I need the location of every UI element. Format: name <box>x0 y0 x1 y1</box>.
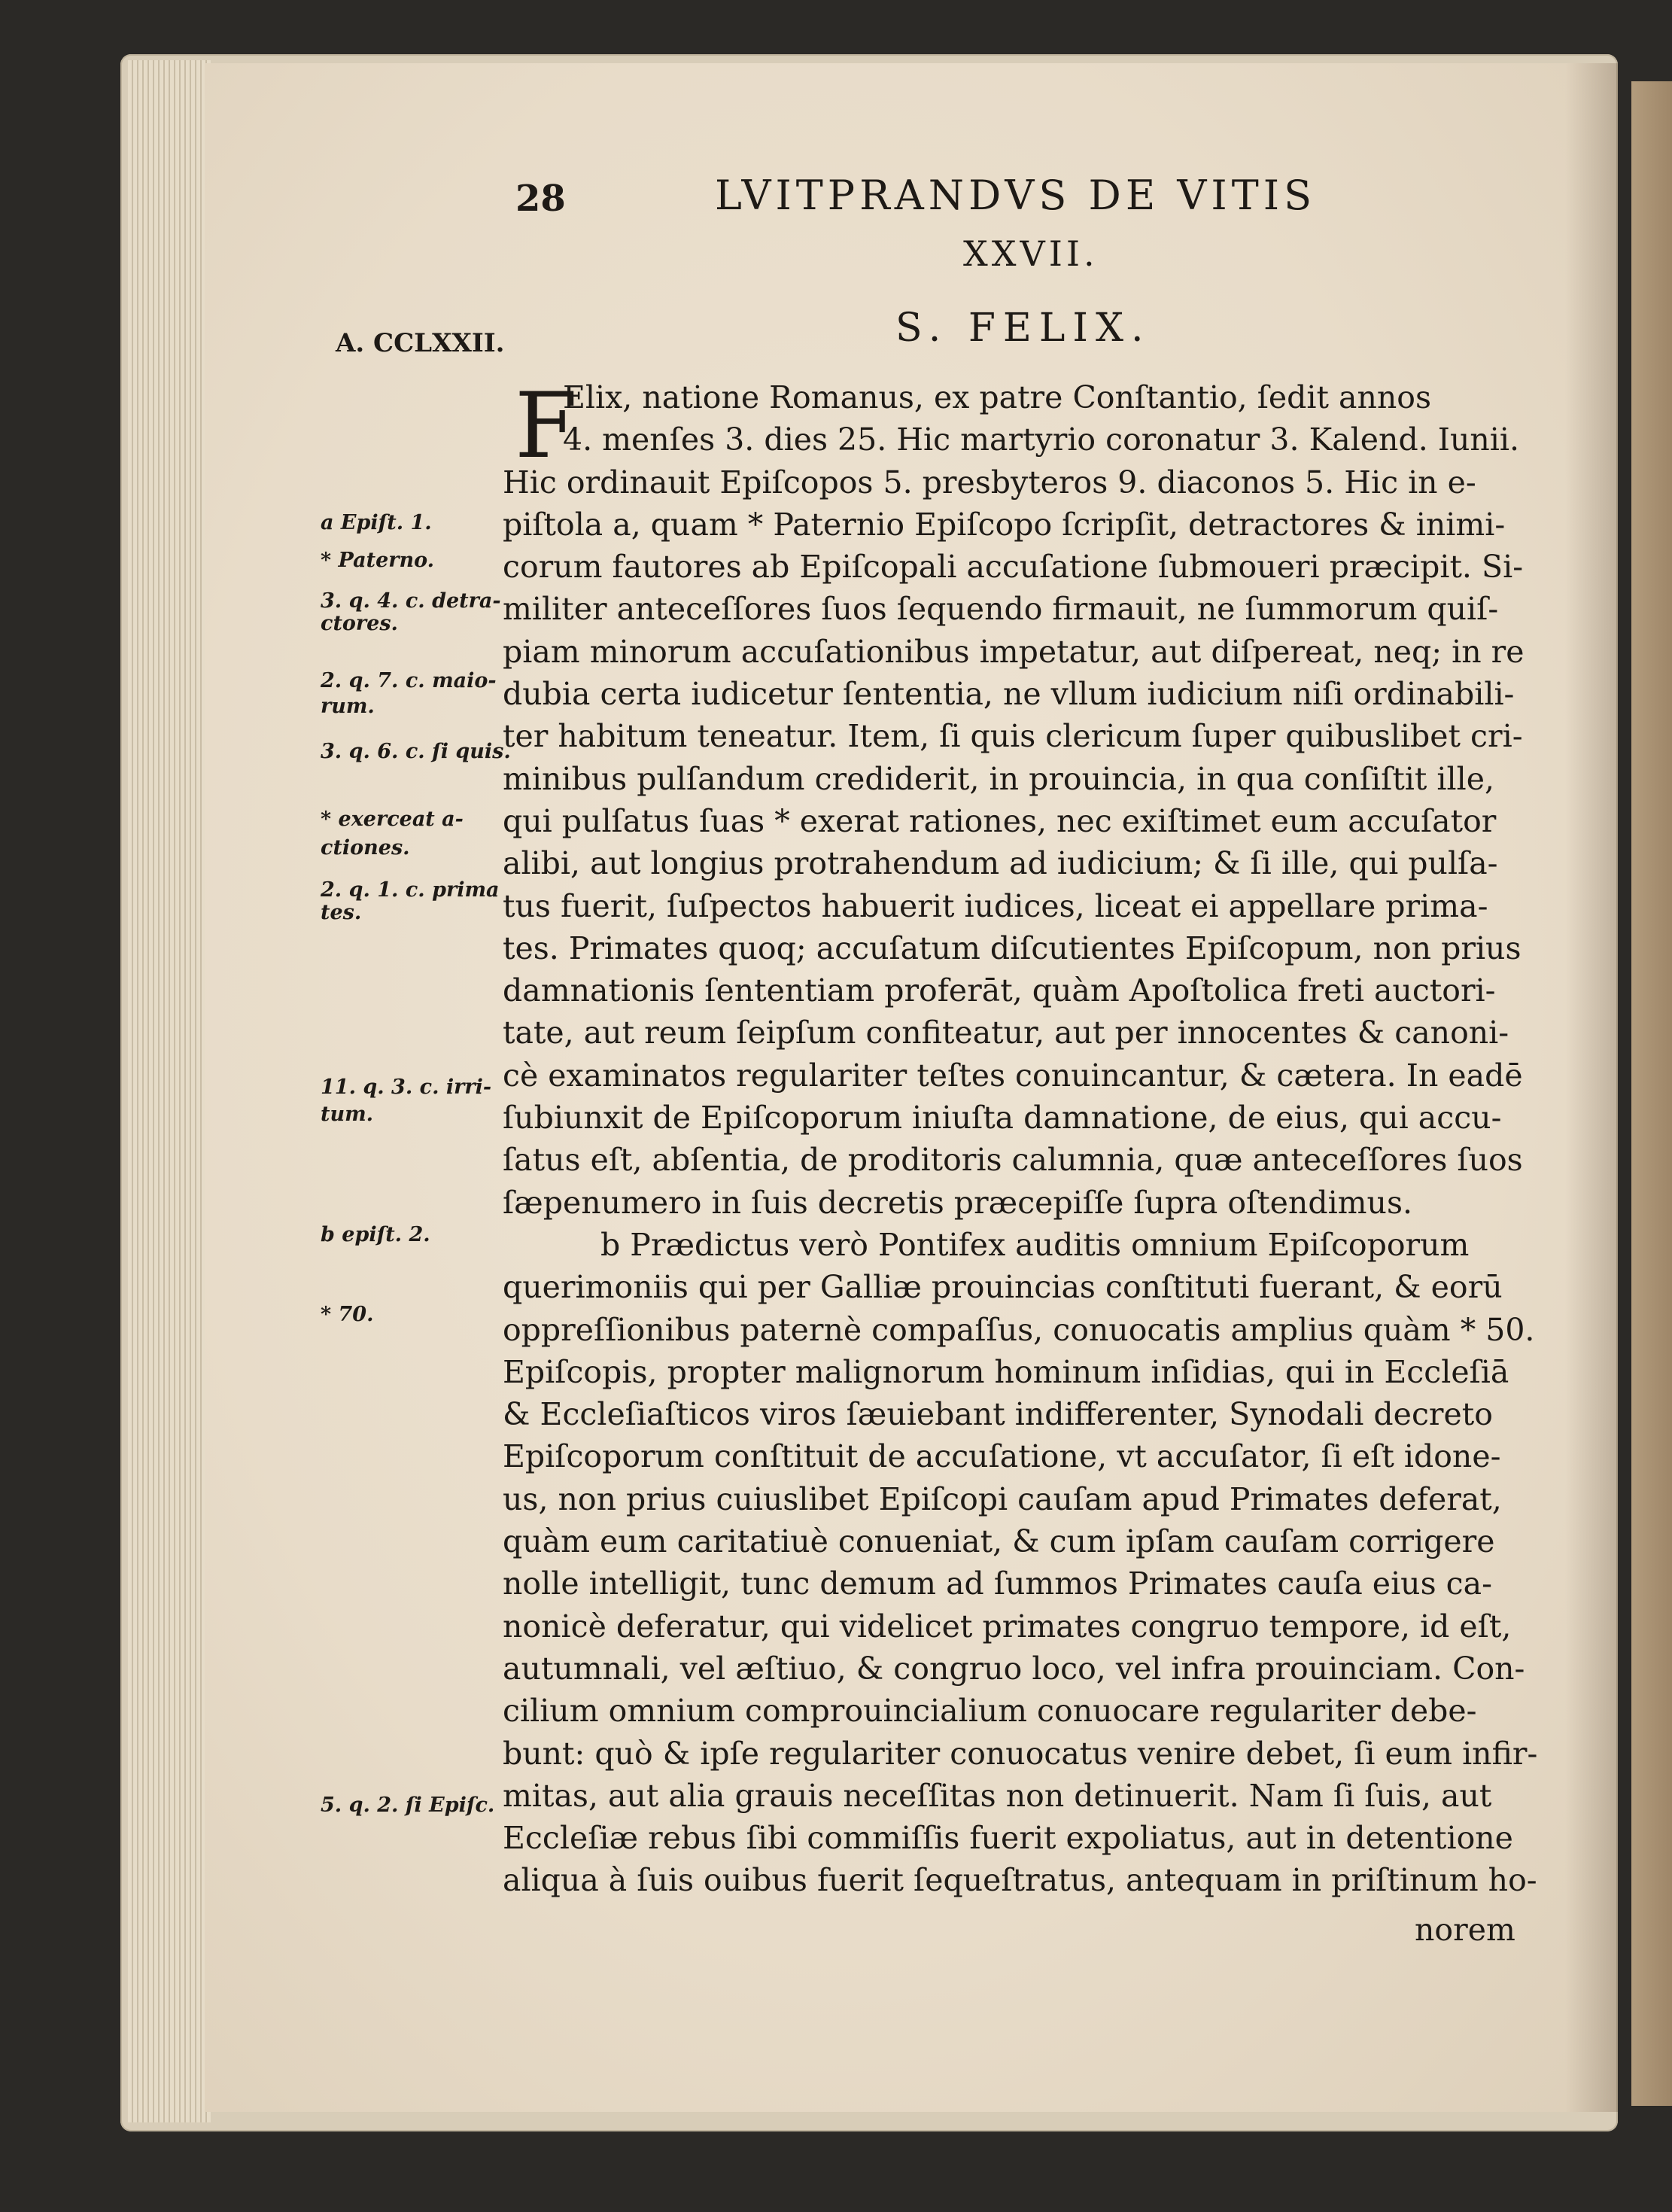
text-line: corum fautores ab Epiſcopali accuſatione ſubmoueri præcipit. Si- <box>503 549 1524 586</box>
page-edge-stack <box>128 60 211 2122</box>
margin-note: rum. <box>321 695 375 718</box>
text-line: Epiſcoporum conſtituit de accuſatione, vt accuſator, ſi eſt idone- <box>503 1438 1501 1475</box>
main-text-block <box>503 376 1538 1902</box>
margin-note: 2. q. 1. c. prima <box>321 878 500 902</box>
text-line: minibus pulſandum crediderit, in prouincia, in qua conſiſtit ille, <box>503 760 1495 797</box>
text-line: tate, aut reum ſeipſum confiteatur, aut per innocentes & canoni- <box>503 1015 1509 1051</box>
margin-note: 3. q. 6. c. ſi quis. <box>321 740 511 763</box>
margin-note: b epiſt. 2. <box>321 1223 430 1246</box>
text-line: ſatus eſt, abſentia, de proditoris calumnia, quæ anteceſſores ſuos <box>503 1142 1523 1179</box>
running-head: LVITPRANDVS DE VITIS <box>715 172 1317 219</box>
text-line: cilium omnium comprouincialium conuocare regulariter debe- <box>503 1693 1477 1730</box>
text-line: b Prædictus verò Pontifex auditis omnium Epiſcoporum <box>600 1226 1470 1263</box>
year-marginal-note: A. CCLXXII. <box>336 328 505 358</box>
text-line: autumnali, vel æſtiuo, & congruo loco, vel infra prouinciam. Con- <box>503 1650 1525 1687</box>
text-line: bunt: quò & ipſe regulariter conuocatus venire debet, ſi eum infir- <box>503 1735 1538 1772</box>
margin-note: ctores. <box>321 612 398 635</box>
margin-note: * exerceat a- <box>321 808 464 831</box>
text-line: damnationis ſententiam proferāt, quàm Apoſtolica freti auctori- <box>503 972 1496 1009</box>
text-line: & Eccleſiaſticos viros ſæuiebant indifferenter, Synodali decreto <box>503 1396 1493 1433</box>
chapter-title: S. FELIX. <box>895 306 1151 351</box>
text-line: aliqua à ſuis ouibus fuerit ſequeſtratus, antequam in priſtinum ho- <box>503 1862 1537 1899</box>
catchword: norem <box>1415 1912 1515 1948</box>
drop-cap-initial: F <box>515 374 578 479</box>
text-line: alibi, aut longius protrahendum ad iudicium; & ſi ille, qui pulſa- <box>503 845 1498 882</box>
margin-note: a Epiſt. 1. <box>321 511 432 534</box>
text-line: mitas, aut alia grauis neceſſitas non detinuerit. Nam ſi ſuis, aut <box>503 1777 1492 1814</box>
text-line: ſubiunxit de Epiſcoporum iniuſta damnatione, de eius, qui accu- <box>503 1100 1502 1136</box>
chapter-number: XXVII. <box>963 233 1099 274</box>
text-line: Eccleſiæ rebus ſibi commiſſis fuerit expoliatus, aut in detentione <box>503 1820 1513 1857</box>
margin-note: 2. q. 7. c. maio- <box>321 669 497 692</box>
text-line: quàm eum caritatiuè conueniat, & cum ipſam cauſam corrigere <box>503 1523 1495 1560</box>
text-line: piſtola a, quam * Paternio Epiſcopo ſcripſit, detractores & inimi- <box>503 506 1506 543</box>
text-line: Elix, natione Romanus, ex patre Conſtantio, ſedit annos <box>563 379 1432 415</box>
text-line: tus fuerit, ſuſpectos habuerit iudices, liceat ei appellare prima- <box>503 887 1488 924</box>
text-line: nonicè deferatur, qui videlicet primates congruo tempore, id eſt, <box>503 1608 1512 1645</box>
margin-note: 5. q. 2. ſi Epiſc. <box>321 1794 495 1817</box>
text-line: nolle intelligit, tunc demum ad ſummos Primates cauſa eius ca- <box>503 1565 1492 1602</box>
text-line: ter habitum teneatur. Item, ſi quis clericum ſuper quibuslibet cri- <box>503 718 1523 755</box>
text-line: us, non prius cuiuslibet Epiſcopi cauſam apud Primates deferat, <box>503 1480 1502 1517</box>
text-line: qui pulſatus ſuas * exerat rationes, nec exiſtimet eum accuſator <box>503 802 1497 839</box>
text-line: oppreſſionibus paternè compaſſus, conuocatis amplius quàm * 50. <box>503 1311 1535 1348</box>
text-line: 4. menſes 3. dies 25. Hic martyrio coronatur 3. Kalend. Iunii. <box>563 421 1520 458</box>
text-line: ſæpenumero in ſuis decretis præcepiſſe ſupra oſtendimus. <box>503 1184 1413 1221</box>
text-line: tes. Primates quoq; accuſatum diſcutientes Epiſcopum, non prius <box>503 930 1522 966</box>
text-line: piam minorum accuſationibus impetatur, aut diſpereat, neq; in re <box>503 633 1525 670</box>
text-line: militer anteceſſores ſuos ſequendo firmauit, ne ſummorum quiſ- <box>503 591 1499 628</box>
margin-note: 3. q. 4. c. detra- <box>321 589 501 613</box>
margin-note: ctiones. <box>321 836 410 860</box>
margin-note: tum. <box>321 1103 374 1126</box>
text-line: Hic ordinauit Epiſcopos 5. presbyteros 9. diaconos 5. Hic in e- <box>503 464 1476 501</box>
margin-note: tes. <box>321 901 362 924</box>
text-line: Epiſcopis, propter malignorum hominum inſidias, qui in Eccleſiā <box>503 1353 1509 1390</box>
text-line: cè examinatos regulariter teſtes conuincantur, & cætera. In eadē <box>503 1057 1523 1094</box>
text-line: querimoniis qui per Galliæ prouincias conſtituti fuerant, & eorū <box>503 1269 1503 1306</box>
margin-note: * Paterno. <box>321 549 435 572</box>
facing-page-edge <box>1631 81 1672 2106</box>
margin-note: 11. q. 3. c. irri- <box>321 1076 492 1099</box>
page-number: 28 <box>515 178 566 220</box>
text-line: dubia certa iudicetur ſententia, ne vllum iudicium niſi ordinabili- <box>503 676 1515 713</box>
margin-note: * 70. <box>321 1303 374 1326</box>
page-gutter-shadow <box>1565 63 1618 2112</box>
